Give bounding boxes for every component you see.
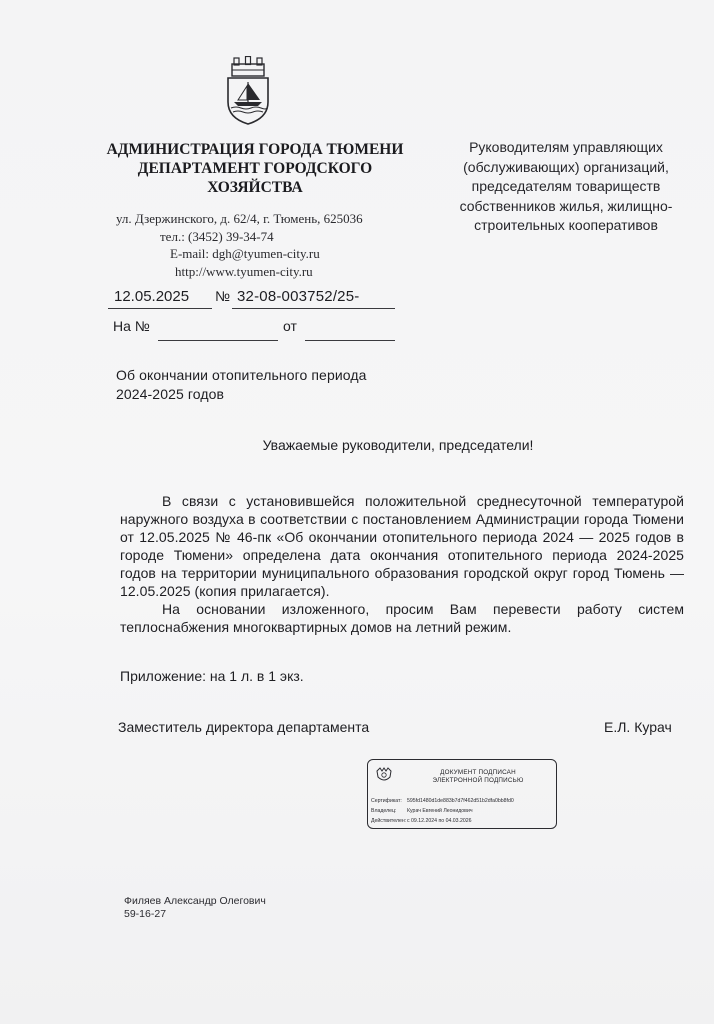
addressee-line: собственников жилья, жилищно- <box>459 197 673 214</box>
stamp-title-line1: ДОКУМЕНТ ПОДПИСАН <box>440 769 516 776</box>
subject-line1: Об окончании отопительного периода <box>116 367 367 383</box>
addressee-line: (обслуживающих) организаций, <box>463 158 669 175</box>
coat-of-arms-icon <box>222 56 274 126</box>
body-paragraph-1: В связи с установившейся положительной среднесуточной температурой наружного воздуха в соответствии с постановлением Администрации города Тюмени от 12.05.2025 № 46-пк «Об окончании отопительного периода 2024 — 2025 годов в городе Тюмени» определена дата окончания отопительного периода 2024-2025 годов на территории муниципального образования городской округ город Тюмень — 12.05.2025 (копия прилагается). <box>120 493 684 599</box>
body-paragraph-2: На основании изложенного, просим Вам перевести работу систем теплоснабжения многоквартирных домов на летний режим. <box>120 601 684 635</box>
registration-number: 32-08-003752/25- <box>237 288 360 305</box>
org-name-line3: ХОЗЯЙСТВА <box>207 179 303 196</box>
sender-phone: тел.: (3452) 39-34-74 <box>160 228 274 244</box>
cert-label: Сертификат: <box>371 798 402 804</box>
stamp-title-line2: ЭЛЕКТРОННОЙ ПОДПИСЬЮ <box>432 777 524 784</box>
reply-to-underline <box>158 340 278 341</box>
org-name-line2: ДЕПАРТАМЕНТ ГОРОДСКОГО <box>137 160 373 177</box>
sender-website: http://www.tyumen-city.ru <box>175 263 313 279</box>
stamp-title <box>408 769 548 785</box>
from-underline <box>305 340 395 341</box>
date-underline <box>108 308 212 309</box>
sender-address: ул. Дзержинского, д. 62/4, г. Тюмень, 625036 <box>116 211 363 226</box>
addressee-line: Руководителям управляющих <box>469 139 663 155</box>
sender-organization <box>100 140 410 197</box>
executor-info <box>124 895 266 921</box>
subject-line2: 2024-2025 годов <box>116 386 225 402</box>
from-label: от <box>283 318 297 334</box>
executor-name: Филяев Александр Олегович <box>124 895 266 907</box>
letter-body <box>120 492 684 636</box>
attachment-note: Приложение: на 1 л. в 1 экз. <box>120 668 304 684</box>
addressee-line: председателям товариществ <box>471 178 661 195</box>
stamp-cert-row <box>371 798 514 804</box>
signer-name: Е.Л. Курач <box>604 719 672 735</box>
org-name-line1: АДМИНИСТРАЦИЯ ГОРОДА ТЮМЕНИ <box>106 141 404 158</box>
executor-phone: 59-16-27 <box>124 908 167 920</box>
letter-subject <box>116 366 416 404</box>
greeting: Уважаемые руководители, председатели! <box>262 437 534 453</box>
regional-emblem-icon <box>375 767 393 783</box>
owner-label: Владелец: <box>371 808 397 814</box>
stamp-owner-row <box>371 808 473 814</box>
signer-position: Заместитель директора департамента <box>118 719 370 735</box>
valid-value: с 09.12.2024 по 04.03.2026 <box>407 818 472 824</box>
sender-email: E-mail: dgh@tyumen-city.ru <box>170 246 320 262</box>
addressee-block <box>446 138 686 236</box>
number-underline <box>232 308 395 309</box>
addressee-line: строительных кооперативов <box>474 217 658 234</box>
cert-value: 595fd1480d1de883b7d7f462d51b2dfa0bb8fd0 <box>407 798 514 804</box>
registration-date: 12.05.2025 <box>114 288 190 305</box>
stamp-valid-row <box>371 818 472 824</box>
number-sign: № <box>215 288 231 304</box>
e-signature-stamp <box>367 759 557 829</box>
reply-to-label: На № <box>113 318 150 334</box>
owner-value: Курач Евгений Леонидович <box>407 808 473 814</box>
valid-label: Действителен: <box>371 818 407 824</box>
sender-contacts <box>116 210 460 280</box>
